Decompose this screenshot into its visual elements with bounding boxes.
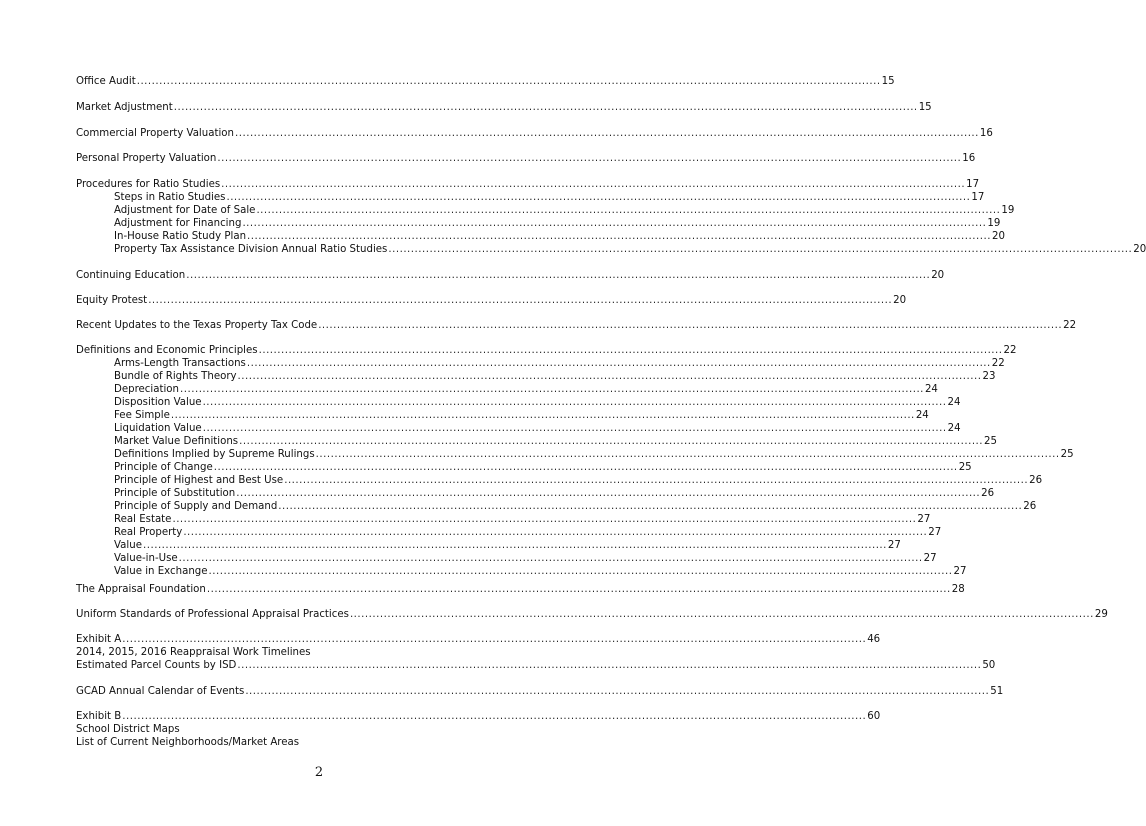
toc-leader-dots xyxy=(247,230,991,243)
toc-entry-page: 25 xyxy=(958,462,972,473)
toc-entry-page: 25 xyxy=(1060,449,1074,460)
toc-entry xyxy=(76,659,995,672)
toc-leader-dots xyxy=(242,217,986,230)
toc-entry-label: Principle of Supply and Demand xyxy=(114,501,278,512)
toc-entry-note: 2014, 2015, 2016 Reappraisal Work Timelines xyxy=(76,647,311,658)
toc-entry-label: Adjustment for Date of Sale xyxy=(114,205,256,216)
toc-leader-dots xyxy=(203,422,947,435)
toc-leader-dots xyxy=(186,269,930,282)
toc-entry-page: 15 xyxy=(918,102,932,113)
toc-entry-page: 27 xyxy=(928,527,942,538)
toc-subentry xyxy=(114,487,994,500)
toc-entry-page: 24 xyxy=(924,384,938,395)
toc-leader-dots xyxy=(245,685,989,698)
toc-entry xyxy=(76,294,906,307)
toc-entry-page: 27 xyxy=(923,553,937,564)
toc-leader-dots xyxy=(388,243,1132,256)
toc-entry-label: The Appraisal Foundation xyxy=(76,584,206,595)
toc-entry-page: 22 xyxy=(991,358,1005,369)
toc-entry-page: 20 xyxy=(893,295,907,306)
toc-entry xyxy=(76,319,1076,332)
toc-subentry xyxy=(114,370,995,383)
toc-entry xyxy=(76,152,976,165)
toc-entry-page: 28 xyxy=(951,584,965,595)
toc-leader-dots xyxy=(174,101,918,114)
toc-entry-page: 26 xyxy=(981,488,995,499)
toc-subentry xyxy=(114,474,1042,487)
toc-entry-label: Fee Simple xyxy=(114,410,170,421)
toc-entry-label: Exhibit B xyxy=(76,711,122,722)
toc-entry-label: Exhibit A xyxy=(76,634,122,645)
toc-entry-page: 51 xyxy=(990,686,1004,697)
toc-leader-dots xyxy=(172,513,916,526)
toc-leader-dots xyxy=(318,319,1062,332)
toc-entry-label: Liquidation Value xyxy=(114,423,202,434)
toc-leader-dots xyxy=(239,435,983,448)
toc-entry xyxy=(76,583,965,596)
toc-entry-label: Estimated Parcel Counts by ISD xyxy=(76,660,237,671)
toc-entry xyxy=(76,633,880,646)
toc-leader-dots xyxy=(122,633,866,646)
toc-subentry xyxy=(114,552,937,565)
toc-subentry xyxy=(114,383,938,396)
toc-entry-page: 23 xyxy=(982,371,996,382)
toc-entry-page: 24 xyxy=(915,410,929,421)
toc-subentry xyxy=(114,500,1036,513)
toc-leader-dots xyxy=(259,344,1003,357)
toc-leader-dots xyxy=(207,583,951,596)
toc-subentry xyxy=(114,409,929,422)
toc-subentry xyxy=(114,396,960,409)
toc-entry-label: Office Audit xyxy=(76,76,136,87)
toc-entry-page: 22 xyxy=(1063,320,1077,331)
toc-entry-label: In-House Ratio Study Plan xyxy=(114,231,247,242)
toc-entry-label: Continuing Education xyxy=(76,270,186,281)
toc-leader-dots xyxy=(171,409,915,422)
toc-entry-label: Arms-Length Transactions xyxy=(114,358,246,369)
toc-leader-dots xyxy=(214,461,958,474)
toc-entry xyxy=(76,269,944,282)
toc-leader-dots xyxy=(247,357,991,370)
toc-entry-label: Property Tax Assistance Division Annual Ratio Studies xyxy=(114,244,388,255)
toc-leader-dots xyxy=(143,539,887,552)
toc-entry-note: List of Current Neighborhoods/Market Areas xyxy=(76,737,300,748)
toc-entry-page: 50 xyxy=(982,660,996,671)
toc-leader-dots xyxy=(209,565,953,578)
toc-entry-label: Principle of Substitution xyxy=(114,488,236,499)
toc-subentry xyxy=(114,357,1005,370)
toc-entry-page: 24 xyxy=(947,397,961,408)
toc-entry-label: Value in Exchange xyxy=(114,566,208,577)
toc-entry-label: Market Adjustment xyxy=(76,102,173,113)
toc-entry-note: School District Maps xyxy=(76,724,180,735)
toc-entry-label: Recent Updates to the Texas Property Tax Code xyxy=(76,320,318,331)
toc-entry-label: Personal Property Valuation xyxy=(76,153,217,164)
toc-entry-label: Steps in Ratio Studies xyxy=(114,192,226,203)
toc-entry-page: 17 xyxy=(966,179,980,190)
toc-entry-label: Bundle of Rights Theory xyxy=(114,371,237,382)
toc-leader-dots xyxy=(235,127,979,140)
toc-entry-label: Commercial Property Valuation xyxy=(76,128,234,139)
toc-leader-dots xyxy=(221,178,965,191)
toc-entry-label: Adjustment for Financing xyxy=(114,218,242,229)
toc-entry-page: 26 xyxy=(1029,475,1043,486)
toc-entry xyxy=(76,75,895,88)
toc-leader-dots xyxy=(278,500,1022,513)
toc-entry-page: 20 xyxy=(1133,244,1146,255)
toc-leader-dots xyxy=(183,526,927,539)
toc-leader-dots xyxy=(137,75,881,88)
toc-entry xyxy=(76,178,979,191)
toc-subentry xyxy=(114,204,1014,217)
toc-entry-page: 19 xyxy=(1001,205,1015,216)
toc-entry-page: 27 xyxy=(887,540,901,551)
toc-entry xyxy=(76,127,993,140)
toc-leader-dots xyxy=(203,396,947,409)
page-number: 2 xyxy=(314,765,324,780)
toc-entry-page: 16 xyxy=(962,153,976,164)
toc-entry-label: Principle of Highest and Best Use xyxy=(114,475,284,486)
toc-entry-page: 20 xyxy=(931,270,945,281)
toc-entry-label: Equity Protest xyxy=(76,295,148,306)
toc-entry-page: 27 xyxy=(953,566,967,577)
toc-subentry xyxy=(114,217,1000,230)
toc-leader-dots xyxy=(237,659,981,672)
toc-leader-dots xyxy=(180,383,924,396)
toc-entry-page: 16 xyxy=(979,128,993,139)
toc-leader-dots xyxy=(256,204,1000,217)
toc-leader-dots xyxy=(122,710,866,723)
toc-entry-label: Definitions and Economic Principles xyxy=(76,345,258,356)
toc-entry xyxy=(76,608,1108,621)
toc-subentry xyxy=(114,191,984,204)
toc-entry-label: Value-in-Use xyxy=(114,553,178,564)
toc-entry-label: Disposition Value xyxy=(114,397,202,408)
toc-entry-page: 25 xyxy=(984,436,998,447)
toc-leader-dots xyxy=(350,608,1094,621)
toc-entry-page: 15 xyxy=(881,76,895,87)
toc-entry-label: Value xyxy=(114,540,142,551)
toc-leader-dots xyxy=(284,474,1028,487)
toc-entry-label: Principle of Change xyxy=(114,462,213,473)
toc-subentry xyxy=(114,435,997,448)
toc-leader-dots xyxy=(316,448,1060,461)
toc-entry-label: Definitions Implied by Supreme Rulings xyxy=(114,449,315,460)
toc-entry-label: Procedures for Ratio Studies xyxy=(76,179,221,190)
toc-entry-page: 60 xyxy=(867,711,881,722)
toc-entry-page: 22 xyxy=(1003,345,1017,356)
toc-subentry xyxy=(114,513,930,526)
toc-entry xyxy=(76,685,1003,698)
toc-leader-dots xyxy=(226,191,970,204)
toc-subentry xyxy=(114,230,1005,243)
toc-entry xyxy=(76,710,880,723)
toc-entry-page: 19 xyxy=(987,218,1001,229)
toc-entry-label: Depreciation xyxy=(114,384,179,395)
toc-leader-dots xyxy=(236,487,980,500)
toc-entry-label: Real Property xyxy=(114,527,183,538)
toc-leader-dots xyxy=(148,294,892,307)
toc-subentry xyxy=(114,243,1146,256)
toc-entry-page: 26 xyxy=(1023,501,1037,512)
toc-entry xyxy=(76,101,932,114)
toc-entry xyxy=(76,344,1017,357)
toc-entry-page: 24 xyxy=(947,423,961,434)
toc-subentry xyxy=(114,565,966,578)
toc-entry-label: Market Value Definitions xyxy=(114,436,239,447)
toc-entry-label: Real Estate xyxy=(114,514,172,525)
toc-subentry xyxy=(114,422,961,435)
toc-leader-dots xyxy=(217,152,961,165)
toc-entry-page: 27 xyxy=(917,514,931,525)
toc-subentry xyxy=(114,539,901,552)
toc-entry-page: 17 xyxy=(971,192,985,203)
toc-entry-label: Uniform Standards of Professional Appraisal Practices xyxy=(76,609,349,620)
toc-entry-page: 29 xyxy=(1094,609,1108,620)
toc-leader-dots xyxy=(238,370,982,383)
toc-subentry xyxy=(114,448,1074,461)
toc-subentry xyxy=(114,526,941,539)
toc-entry-page: 20 xyxy=(991,231,1005,242)
toc-leader-dots xyxy=(179,552,923,565)
toc-subentry xyxy=(114,461,972,474)
toc-entry-label: GCAD Annual Calendar of Events xyxy=(76,686,245,697)
toc-entry-page: 46 xyxy=(867,634,881,645)
